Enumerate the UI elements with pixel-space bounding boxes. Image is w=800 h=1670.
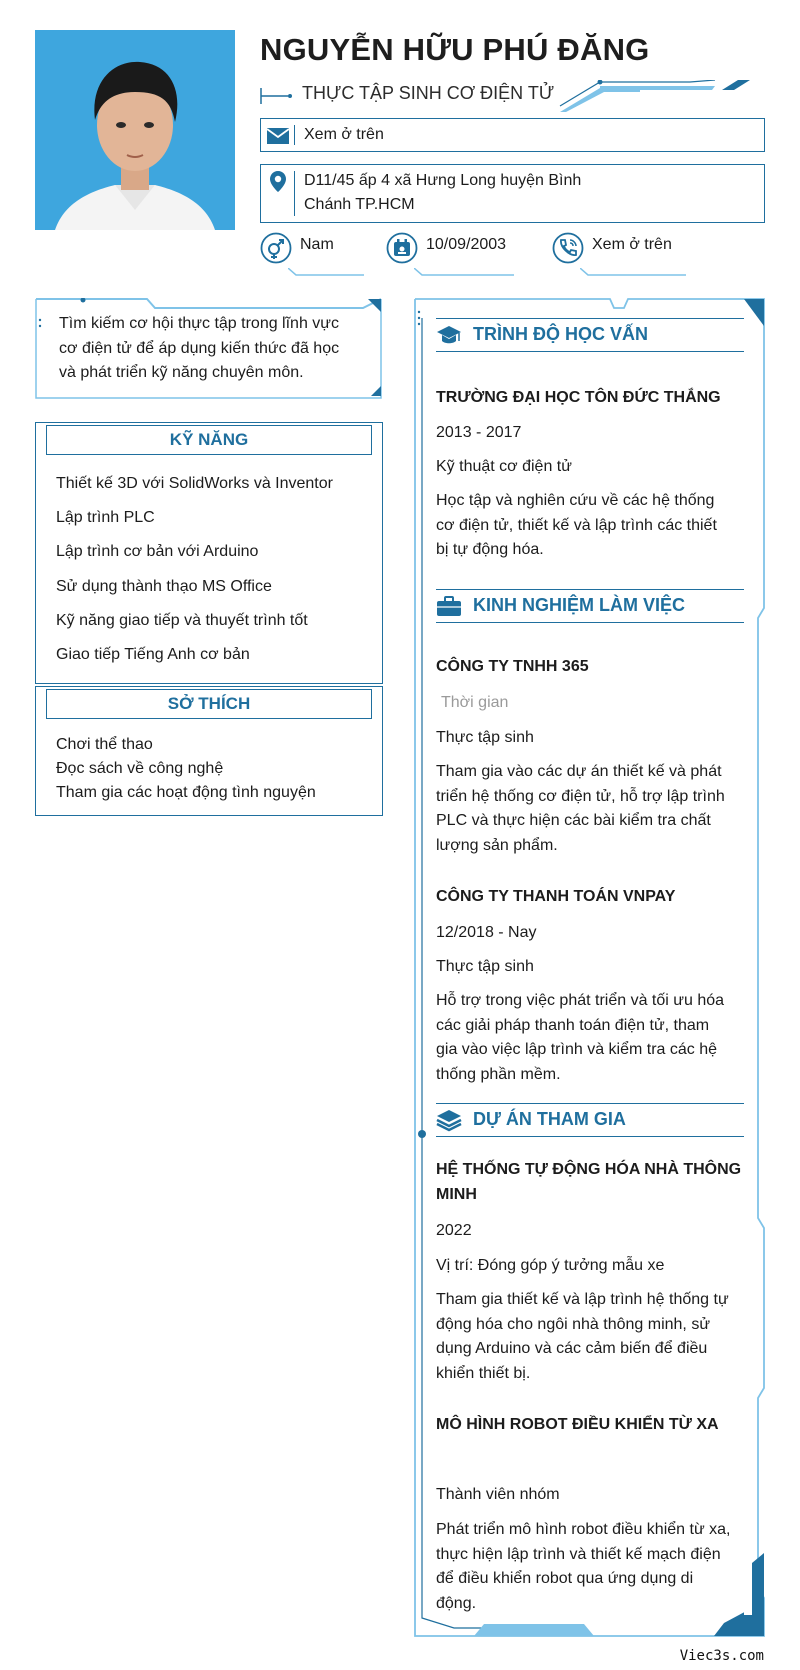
- skills-heading: KỸ NĂNG: [46, 425, 372, 455]
- description-line: Phát triển mô hình robot điều khiển từ xa,: [436, 1521, 731, 1538]
- layers-icon: [436, 1108, 462, 1132]
- phone-icon: [552, 232, 584, 264]
- description-line: gia vào việc lập trình và kiểm tra các hệ: [436, 1041, 718, 1058]
- phone-value: Xem ở trên: [592, 236, 672, 253]
- objective-box: [35, 298, 383, 400]
- job-description: [436, 989, 746, 1087]
- address-box: [260, 164, 765, 223]
- description-line: động hóa cho ngôi nhà thông minh, sử: [436, 1315, 711, 1333]
- description-line: thực hiện lập trình và thiết kế mạch điện: [436, 1545, 721, 1563]
- objective-line-2: cơ điện tử để áp dụng kiến thức đã học: [59, 339, 340, 357]
- job-role: Thực tập sinh: [436, 958, 534, 975]
- location-pin-icon: [266, 170, 290, 194]
- company-name: CÔNG TY THANH TOÁN VNPAY: [436, 888, 676, 905]
- skill-item: Sử dụng thành thạo MS Office: [56, 578, 272, 595]
- skill-item: Lập trình cơ bản với Arduino: [56, 543, 259, 560]
- watermark: Viec3s.com: [679, 1648, 764, 1664]
- job-period: Thời gian: [441, 694, 509, 711]
- description-line: triển hệ thống cơ điện tử, hỗ trợ lập trình: [436, 787, 725, 805]
- projects-heading: DỰ ÁN THAM GIA: [473, 1109, 626, 1129]
- skills-section: [35, 422, 383, 684]
- description-line: Tham gia thiết kế và lập trình hệ thống tự: [436, 1291, 729, 1308]
- project-description: [436, 1288, 746, 1386]
- objective-text: [59, 312, 364, 386]
- job-title-row: [260, 80, 770, 116]
- description-line: Học tập và nghiên cứu về các hệ thống: [436, 492, 715, 509]
- projects-header: [436, 1103, 744, 1137]
- gender-item: [260, 232, 365, 276]
- divider: [294, 171, 295, 216]
- skill-item: Giao tiếp Tiếng Anh cơ bản: [56, 646, 250, 663]
- underline-decoration: [580, 268, 686, 276]
- underline-decoration: [414, 268, 514, 276]
- address-line-2: Chánh TP.HCM: [304, 196, 415, 213]
- job-title: THỰC TẬP SINH CƠ ĐIỆN TỬ: [302, 83, 555, 103]
- calendar-icon: [386, 232, 418, 264]
- objective-line-1: Tìm kiếm cơ hội thực tập trong lĩnh vực: [59, 315, 340, 332]
- description-line: để điều khiển robot qua ứng dụng di: [436, 1570, 694, 1587]
- email-value: Xem ở trên: [304, 126, 384, 143]
- description-line: các giải pháp thanh toán điện tử, tham: [436, 1016, 710, 1034]
- project-name-line: MINH: [436, 1185, 477, 1203]
- job-role: Thực tập sinh: [436, 729, 534, 746]
- hobby-item: Chơi thể thao: [56, 736, 153, 753]
- project-role: Vị trí: Đóng góp ý tưởng mẫu xe: [436, 1257, 665, 1274]
- birthday-item: [386, 232, 516, 276]
- project-description: [436, 1518, 746, 1616]
- project-role: Thành viên nhóm: [436, 1486, 560, 1503]
- skill-item: Lập trình PLC: [56, 509, 155, 526]
- education-description: [436, 489, 746, 563]
- hobby-item: Tham gia các hoạt động tình nguyện: [56, 784, 316, 801]
- experience-header: [436, 589, 744, 623]
- project-year: 2022: [436, 1222, 472, 1239]
- profile-photo: [35, 30, 235, 230]
- gender-icon: [260, 232, 292, 264]
- job-description: [436, 760, 746, 858]
- school-name: TRƯỜNG ĐẠI HỌC TÔN ĐỨC THẮNG: [436, 389, 721, 406]
- description-line: lượng sản phẩm.: [436, 836, 558, 854]
- description-line: khiển thiết bị.: [436, 1364, 531, 1382]
- briefcase-icon: [436, 594, 462, 618]
- education-heading: TRÌNH ĐỘ HỌC VẤN: [473, 324, 648, 344]
- description-line: Tham gia vào các dự án thiết kế và phát: [436, 763, 722, 780]
- skill-item: Kỹ năng giao tiếp và thuyết trình tốt: [56, 612, 308, 629]
- education-period: 2013 - 2017: [436, 424, 522, 441]
- project-name-line: HỆ THỐNG TỰ ĐỘNG HÓA NHÀ THÔNG: [436, 1161, 742, 1178]
- experience-heading: KINH NGHIỆM LÀM VIỆC: [473, 595, 686, 615]
- gender-value: Nam: [300, 236, 334, 253]
- email-box: [260, 118, 765, 152]
- divider: [294, 125, 295, 145]
- hobby-item: Đọc sách về công nghệ: [56, 760, 224, 777]
- description-line: thống phần mềm.: [436, 1065, 561, 1083]
- envelope-icon: [266, 124, 290, 148]
- description-line: động.: [436, 1594, 477, 1612]
- candidate-name: NGUYỄN HỮU PHÚ ĐĂNG: [260, 32, 650, 67]
- education-header: [436, 318, 744, 352]
- job-period: 12/2018 - Nay: [436, 924, 537, 941]
- skill-item: Thiết kế 3D với SolidWorks và Inventor: [56, 475, 333, 492]
- description-line: bị tự động hóa.: [436, 541, 544, 558]
- project-name: MÔ HÌNH ROBOT ĐIỀU KHIỂN TỪ XA: [436, 1416, 719, 1433]
- birthday-value: 10/09/2003: [426, 236, 507, 253]
- address-line-1: D11/45 ấp 4 xã Hưng Long huyện Bình: [304, 172, 582, 189]
- project-name: [436, 1158, 746, 1207]
- description-line: cơ điện tử, thiết kế và lập trình các thiết: [436, 516, 717, 534]
- objective-line-3: và phát triển kỹ năng chuyên môn.: [59, 364, 304, 381]
- underline-decoration: [288, 268, 364, 276]
- graduation-cap-icon: [436, 323, 462, 347]
- description-line: Hỗ trợ trong việc phát triển và tối ưu hóa: [436, 992, 725, 1009]
- phone-item: [552, 232, 692, 276]
- description-line: dụng Arduino và các cảm biến để điều: [436, 1340, 708, 1357]
- education-major: Kỹ thuật cơ điện tử: [436, 458, 572, 475]
- hobbies-section: [35, 686, 383, 816]
- company-name: CÔNG TY TNHH 365: [436, 658, 589, 675]
- hobbies-heading: SỞ THÍCH: [46, 689, 372, 719]
- description-line: PLC và thực hiện các bài kiểm tra chất: [436, 812, 711, 829]
